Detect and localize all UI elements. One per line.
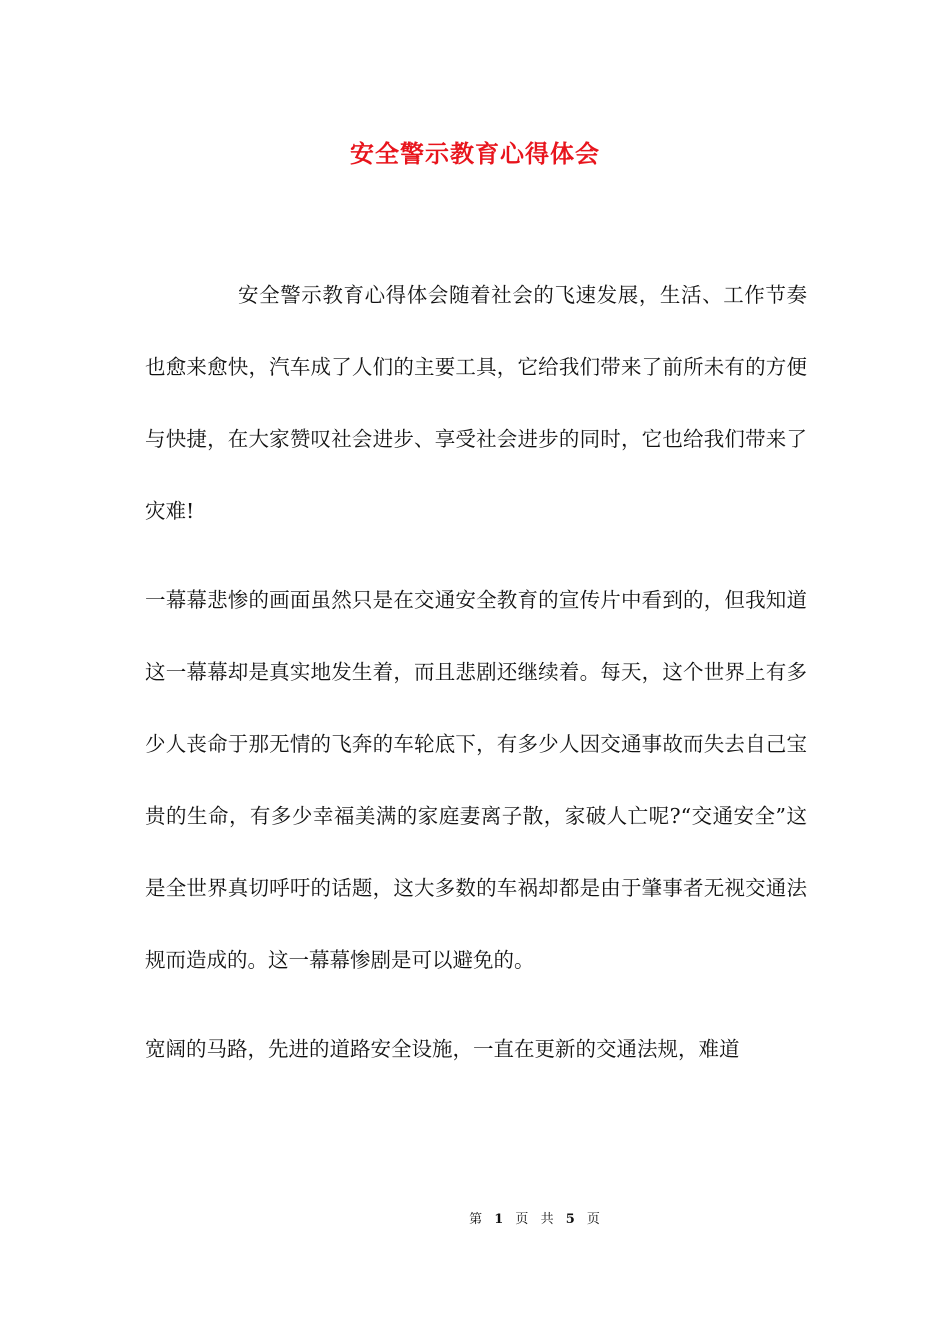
footer-prefix: 第 bbox=[469, 1212, 484, 1227]
footer-total-suffix: 页 bbox=[586, 1212, 601, 1227]
page-footer bbox=[0, 1208, 950, 1227]
footer-page-label: 页 bbox=[515, 1212, 530, 1227]
footer-current-page: 1 bbox=[494, 1212, 505, 1227]
document-title: 安全警示教育心得体会 bbox=[350, 139, 600, 168]
paragraph-2: 一幕幕悲惨的画面虽然只是在交通安全教育的宣传片中看到的，但我知道这一幕幕却是真实地发生着，而且悲剧还继续着。每天，这个世界上有多少人丧命于那无情的飞奔的车轮底下，有多少人因交通事故而失去自己宝贵的生命，有多少幸福美满的家庭妻离子散，家破人亡呢?“交通安全”这是全世界真切呼吁的话题，这大多数的车祸却都是由于肇事者无视交通法规而造成的。这一幕幕惨剧是可以避免的。 bbox=[145, 588, 807, 972]
paragraph-3: 宽阔的马路，先进的道路安全设施，一直在更新的交通法规，难道 bbox=[145, 1037, 740, 1061]
paragraph-1: 安全警示教育心得体会随着社会的飞速发展，生活、工作节奏也愈来愈快，汽车成了人们的主要工具，它给我们带来了前所未有的方便与快捷，在大家赞叹社会进步、享受社会进步的同时，它也给我们带来了灾难! bbox=[145, 283, 807, 523]
footer-total-prefix: 共 bbox=[540, 1212, 555, 1227]
document-body bbox=[145, 276, 807, 1119]
footer-total-pages: 5 bbox=[565, 1212, 576, 1227]
